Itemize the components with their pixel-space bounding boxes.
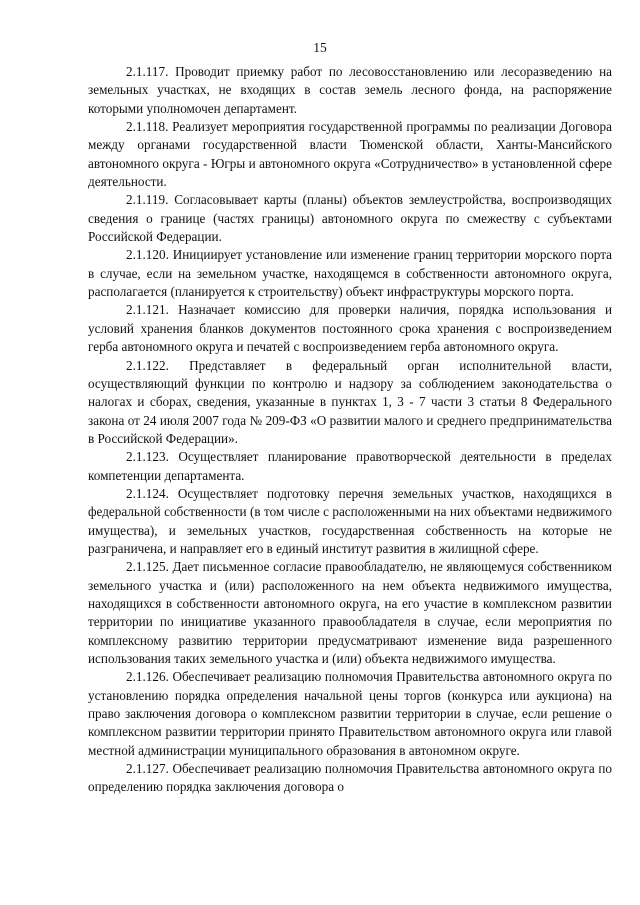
paragraph-2-1-118: 2.1.118. Реализует мероприятия государственной программы по реализации Договора между органами государственной власти Тюменской области, Ханты-Мансийского автономного округа - Югры и автономного округа «Сотрудничество» в установленной сфере деятельности. <box>88 119 612 190</box>
paragraph-2-1-121: 2.1.121. Назначает комиссию для проверки наличия, порядка использования и условий хранения бланков документов постоянного срока хранения с воспроизведением герба автономного округа и печатей с воспроизведением герба автономного округа. <box>88 302 612 355</box>
paragraph-2-1-120: 2.1.120. Инициирует установление или изменение границ территории морского порта в случае, если на земельном участке, находящемся в собственности автономного округа, располагается (планируется к строительству) объект инфраструктуры морского порта. <box>88 247 612 300</box>
page-number: 15 <box>313 40 327 55</box>
document-body <box>88 63 612 797</box>
paragraph-2-1-127: 2.1.127. Обеспечивает реализацию полномочия Правительства автономного округа по определению порядка заключения договора о <box>88 761 612 795</box>
paragraph-2-1-119: 2.1.119. Согласовывает карты (планы) объектов землеустройства, воспроизводящих сведения о границе (частях границы) автономного округа по смежеству с субъектами Российской Федерации. <box>88 192 612 245</box>
paragraph-2-1-124: 2.1.124. Осуществляет подготовку перечня земельных участков, находящихся в федеральной собственности (в том числе с расположенными на них объектами недвижимого имущества), и земельных участков, государственная собственность на которые не разграничена, и направляет его в единый институт развития в жилищной сфере. <box>88 485 612 556</box>
paragraph-2-1-125: 2.1.125. Дает письменное согласие правообладателю, не являющемуся собственником земельного участка и (или) расположенного на нем объекта недвижимого имущества, находящихся в собственности автономного округа, на его участие в комплексном развитии территории по инициативе указанного правообладателя в случае, если мероприятия по комплексному развитию территории предусматривают изменение вида разрешенного использования таких земельного участка и (или) объекта недвижимого имущества. <box>88 559 612 666</box>
paragraph-2-1-122: 2.1.122. Представляет в федеральный орган исполнительной власти, осуществляющий функции по контролю и надзору за соблюдением законодательства о налогах и сборах, сведения, указанные в пунктах 1, 3 - 7 части 3 статьи 8 Федерального закона от 24 июля 2007 года № 209-ФЗ «О развитии малого и среднего предпринимательства в Российской Федерации». <box>88 357 612 446</box>
paragraph-2-1-126: 2.1.126. Обеспечивает реализацию полномочия Правительства автономного округа по установлению порядка определения начальной цены торгов (конкурса или аукциона) на право заключения договора о комплексном развитии территории в случае, если решение о комплексном развитии территории принято Правительством автономного округа или главой местной администрации муниципального образования в автономном округе. <box>88 669 612 758</box>
paragraph-2-1-123: 2.1.123. Осуществляет планирование правотворческой деятельности в пределах компетенции департамента. <box>88 449 612 483</box>
paragraph-2-1-117: 2.1.117. Проводит приемку работ по лесовосстановлению или лесоразведению на земельных участках, не входящих в состав земель лесного фонда, на распоряжение которыми уполномочен департамент. <box>88 64 612 116</box>
